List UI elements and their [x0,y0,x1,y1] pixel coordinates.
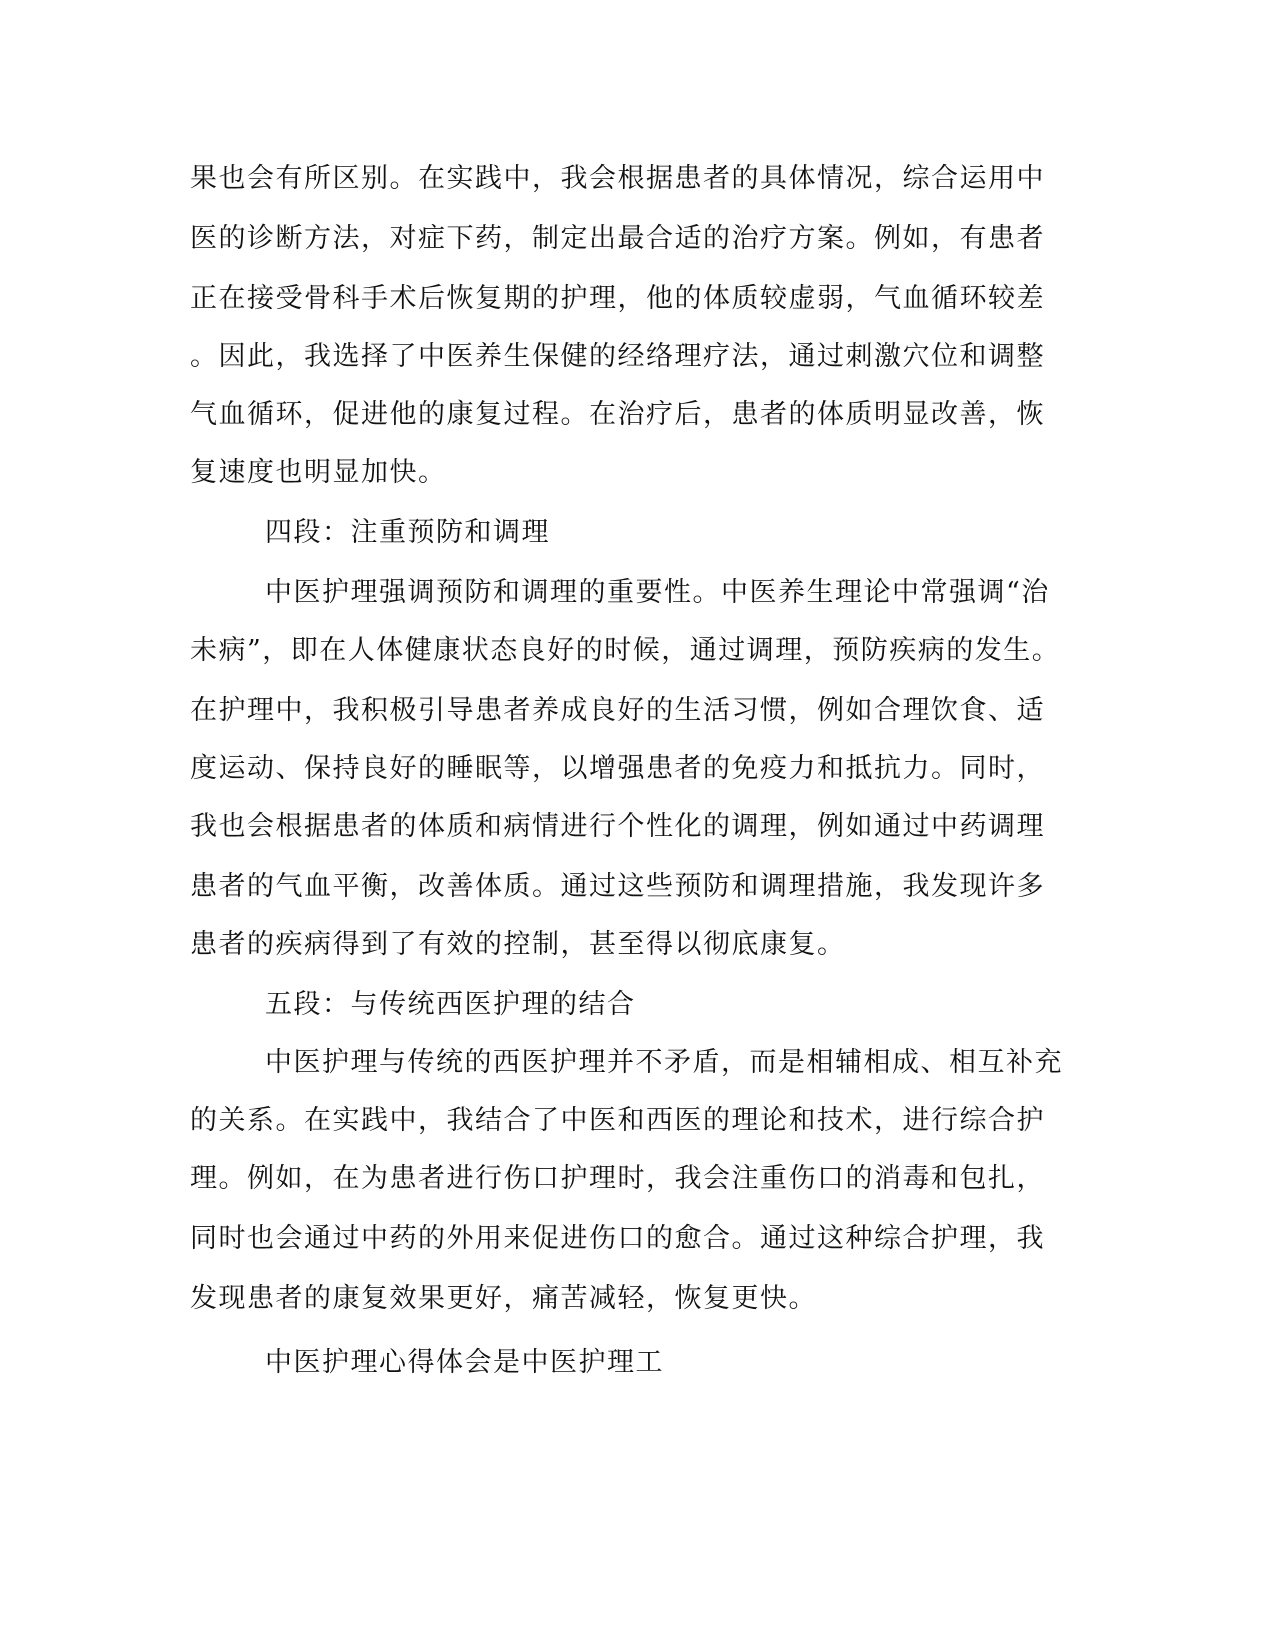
body-text-line: 度运动、保持良好的睡眠等，以增强患者的免疫力和抵抗力。同时， [190,753,1045,784]
body-text-line: 复速度也明显加快。 [190,457,447,488]
body-text-line: 发现患者的康复效果更好，痛苦减轻，恢复更快。 [190,1283,817,1314]
paragraph-start: 中医护理强调预防和调理的重要性。中医养生理论中常强调“治 [265,577,1050,608]
body-text-line: 同时也会通过中药的外用来促进伤口的愈合。通过这种综合护理，我 [190,1223,1045,1254]
body-text-line: 未病”，即在人体健康状态良好的时候，通过调理，预防疾病的发生。 [190,635,1061,666]
body-text-line: 患者的疾病得到了有效的控制，甚至得以彻底康复。 [190,929,846,960]
paragraph-start: 中医护理心得体会是中医护理工 [265,1347,664,1378]
body-text-line: 理。例如，在为患者进行伤口护理时，我会注重伤口的消毒和包扎， [190,1163,1045,1194]
body-text-line: 果也会有所区别。在实践中，我会根据患者的具体情况，综合运用中 [190,163,1045,194]
body-text-line: 气血循环，促进他的康复过程。在治疗后，患者的体质明显改善，恢 [190,399,1045,430]
body-text-line: 。因此，我选择了中医养生保健的经络理疗法，通过刺激穴位和调整 [190,341,1045,372]
body-text-line: 患者的气血平衡，改善体质。通过这些预防和调理措施，我发现许多 [190,871,1045,902]
paragraph-start: 中医护理与传统的西医护理并不矛盾，而是相辅相成、相互补充 [265,1047,1063,1078]
body-text-line: 医的诊断方法，对症下药，制定出最合适的治疗方案。例如，有患者 [190,223,1045,254]
body-text-line: 正在接受骨科手术后恢复期的护理，他的体质较虚弱，气血循环较差 [190,283,1045,314]
body-text-line: 的关系。在实践中，我结合了中医和西医的理论和技术，进行综合护 [190,1105,1045,1136]
section-heading-4: 四段：注重预防和调理 [265,517,550,548]
section-heading-5: 五段：与传统西医护理的结合 [265,989,636,1020]
body-text-line: 我也会根据患者的体质和病情进行个性化的调理，例如通过中药调理 [190,811,1045,842]
body-text-line: 在护理中，我积极引导患者养成良好的生活习惯，例如合理饮食、适 [190,695,1045,726]
